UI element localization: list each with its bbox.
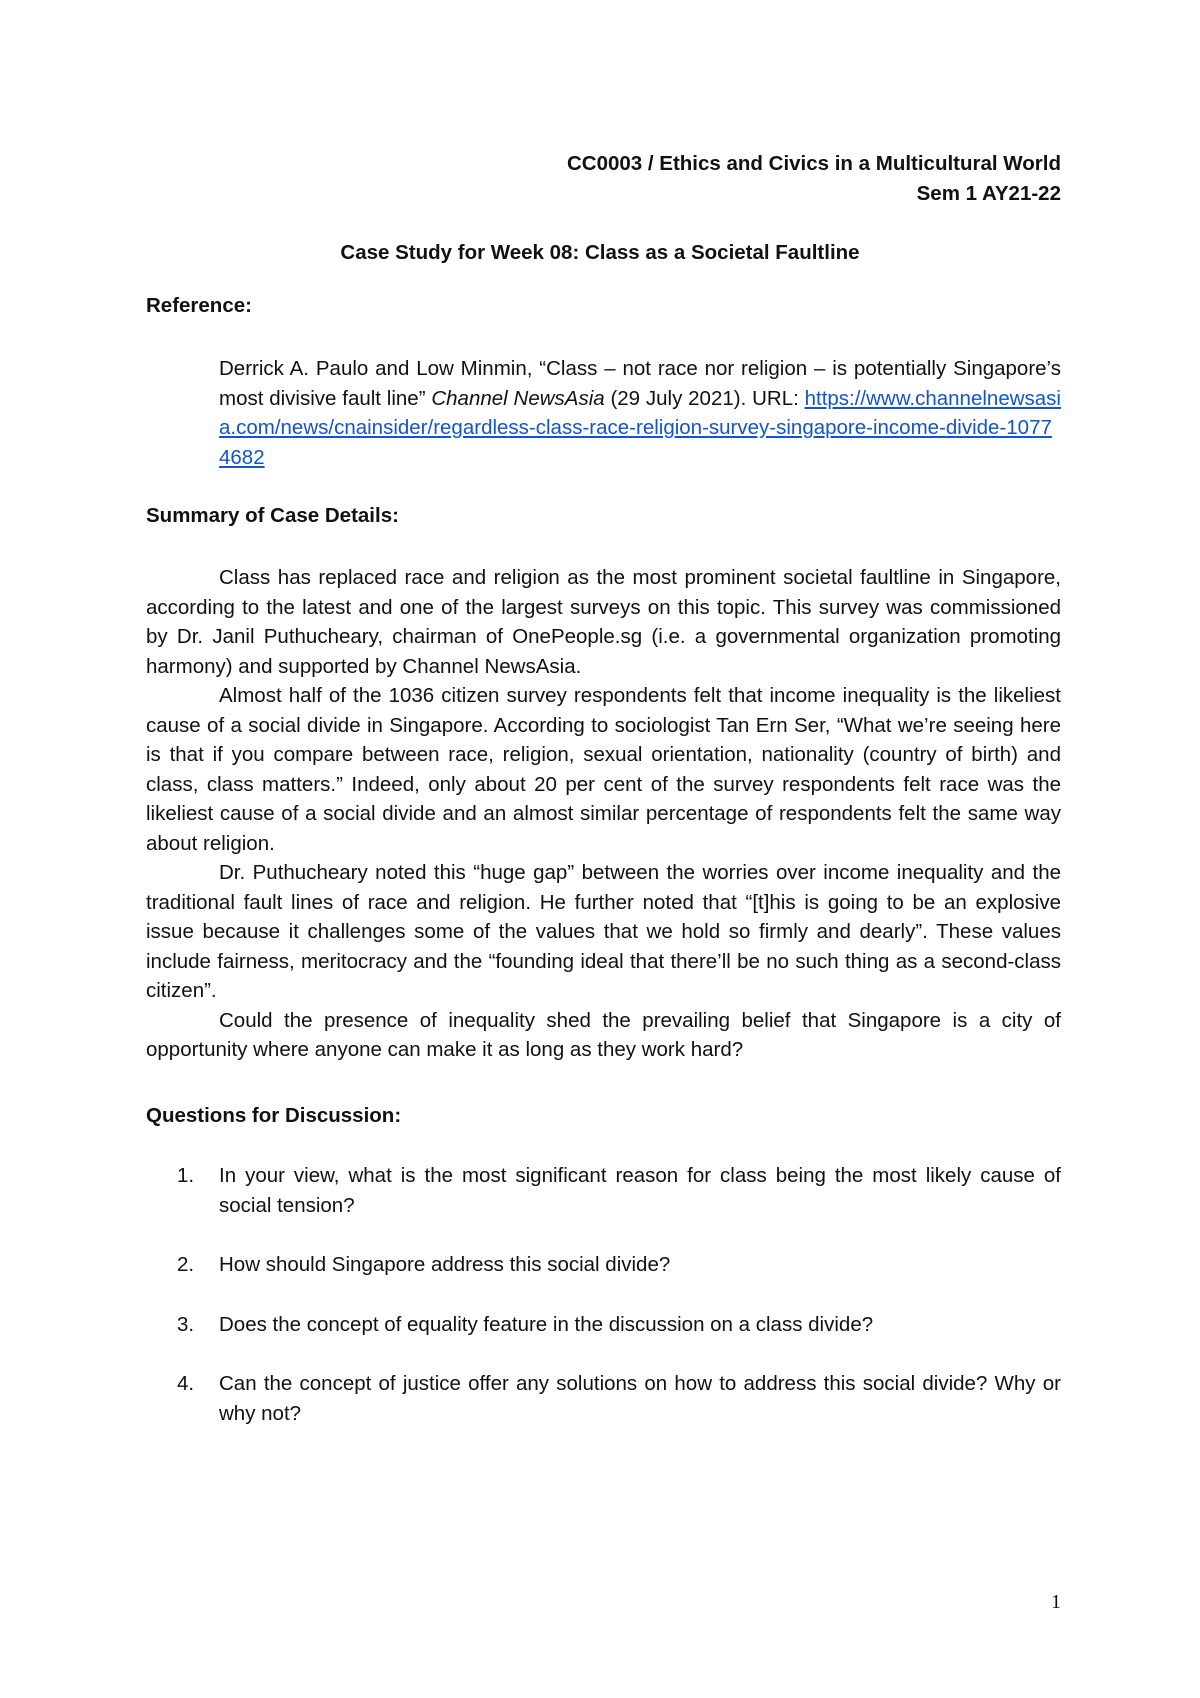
summary-paragraph: Almost half of the 1036 citizen survey respondents felt that income inequality is the likeliest cause of a social divide in Singapore. According to sociologist Tan Ern Ser, “What we’re seeing here is that if you compare between race, religion, sexual orientation, nationality (country of birth) and class, class matters.” Indeed, only about 20 per cent of the survey respondents felt race was the likeliest cause of a social divide and an almost similar percentage of respondents felt the same way about religion. bbox=[146, 684, 1061, 855]
question-number: 4. bbox=[177, 1372, 195, 1395]
question-item bbox=[146, 1250, 1061, 1280]
reference-citation bbox=[219, 354, 1061, 472]
case-study-title: Case Study for Week 08: Class as a Societal Faultline bbox=[340, 241, 860, 264]
question-item bbox=[146, 1310, 1061, 1340]
question-item bbox=[146, 1369, 1061, 1428]
document-header bbox=[567, 149, 1061, 209]
summary-paragraph: Could the presence of inequality shed the prevailing belief that Singapore is a city of opportunity where anyone can make it as long as they work hard? bbox=[146, 1008, 1061, 1061]
citation-authors-title: Derrick A. Paulo and Low Minmin, “Class – not race nor religion – is potentially Singapore’s most divisive fault line” bbox=[219, 357, 1061, 410]
reference-url-link[interactable]: https://www.channelnewsasia.com/news/cnainsider/regardless-class-race-religion-survey-singapore-income-divide-10774682 bbox=[219, 386, 1061, 469]
question-text: In your view, what is the most significant reason for class being the most likely cause of social tension? bbox=[219, 1164, 1061, 1217]
summary-paragraph: Class has replaced race and religion as the most prominent societal faultline in Singapore, according to the latest and one of the largest surveys on this topic. This survey was commissioned by Dr. Janil Puthucheary, chairman of OnePeople.sg (i.e. a governmental organization promoting harmony) and supported by Channel NewsAsia. bbox=[146, 566, 1061, 678]
question-number: 1. bbox=[177, 1164, 195, 1187]
questions-heading: Questions for Discussion: bbox=[146, 1104, 402, 1127]
semester-label: Sem 1 AY21-22 bbox=[916, 182, 1061, 205]
question-number: 2. bbox=[177, 1253, 195, 1276]
page-number: 1 bbox=[1051, 1591, 1061, 1613]
question-text: How should Singapore address this social divide? bbox=[219, 1253, 671, 1276]
summary-paragraph: Dr. Puthucheary noted this “huge gap” between the worries over income inequality and the traditional fault lines of race and religion. He further noted that “[t]his is going to be an explosive issue because it challenges some of the values that we hold so firmly and dearly”. These values include fairness, meritocracy and the “founding ideal that there’ll be no such thing as a second-class citizen”. bbox=[146, 861, 1061, 1002]
question-number: 3. bbox=[177, 1312, 195, 1336]
summary-body bbox=[146, 563, 1061, 1065]
question-text: Can the concept of justice offer any solutions on how to address this social divide? Why or why not? bbox=[219, 1372, 1061, 1425]
question-item bbox=[146, 1161, 1061, 1220]
course-title: CC0003 / Ethics and Civics in a Multicultural World bbox=[566, 152, 1061, 175]
citation-publication: Channel NewsAsia bbox=[431, 386, 605, 410]
discussion-questions-list bbox=[146, 1161, 1061, 1458]
citation-date: (29 July 2021). URL: bbox=[604, 386, 805, 410]
reference-heading: Reference: bbox=[146, 294, 252, 317]
question-text: Does the concept of equality feature in the discussion on a class divide? bbox=[219, 1312, 874, 1336]
summary-heading: Summary of Case Details: bbox=[146, 504, 399, 527]
